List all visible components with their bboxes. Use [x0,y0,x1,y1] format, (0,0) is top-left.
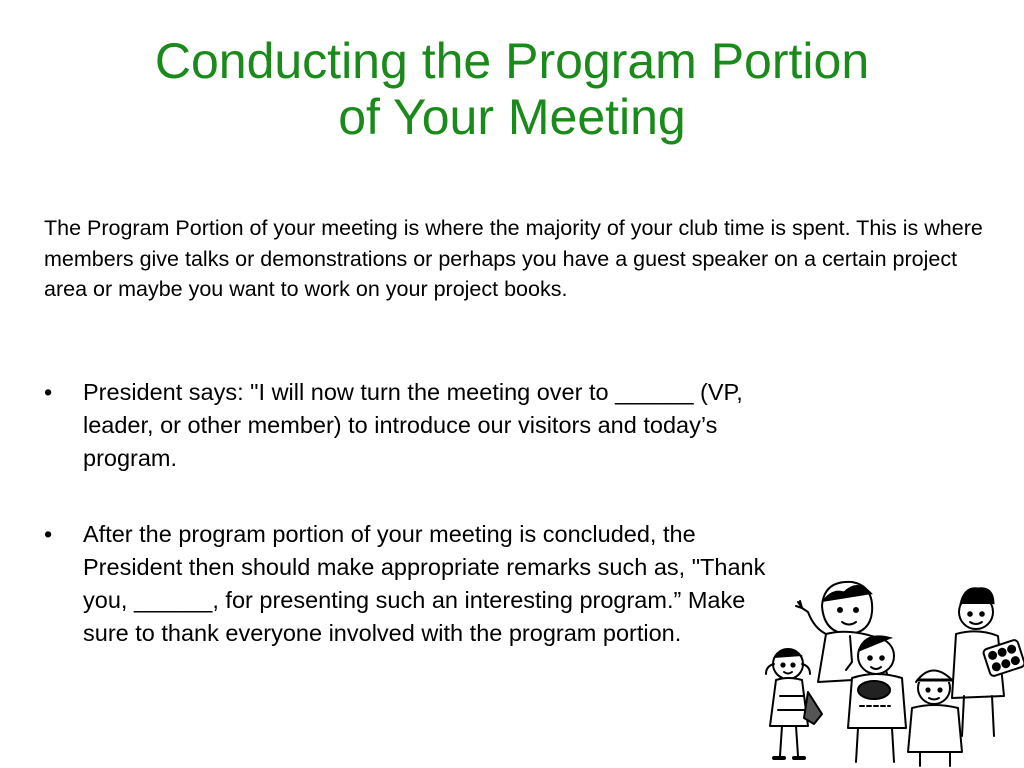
bullet-item-after-program [44,518,784,650]
bullet-marker: • [44,521,53,547]
slide-title [0,33,1024,145]
intro-paragraph: The Program Portion of your meeting is where the majority of your club time is spent. This is where members give talks or demonstrations or perhaps you have a guest speaker on a certain project area or maybe you want to work on your project books. [44,216,983,301]
bullet-list [44,376,784,650]
slide-title-line-1: Conducting the Program Portion [154,33,870,89]
girl-figure [766,649,822,758]
bullet-item-president-says [44,376,784,475]
group-of-people-clipart [764,572,1024,768]
bullet-marker: • [44,379,53,405]
bullet-text: After the program portion of your meeting is concluded, the President then should make appropriate remarks such as, "Thank you, ______, for presenting such an interesting program.” Make sure to thank everyone involved with the program portion. [83,521,766,646]
slide-title-line-2: of Your Meeting [338,89,686,145]
boy-with-tray-figure [952,588,1024,736]
bullet-text: President says: "I will now turn the meeting over to ______ (VP, leader, or other member) to introduce our visitors and today’s program. [83,379,743,471]
